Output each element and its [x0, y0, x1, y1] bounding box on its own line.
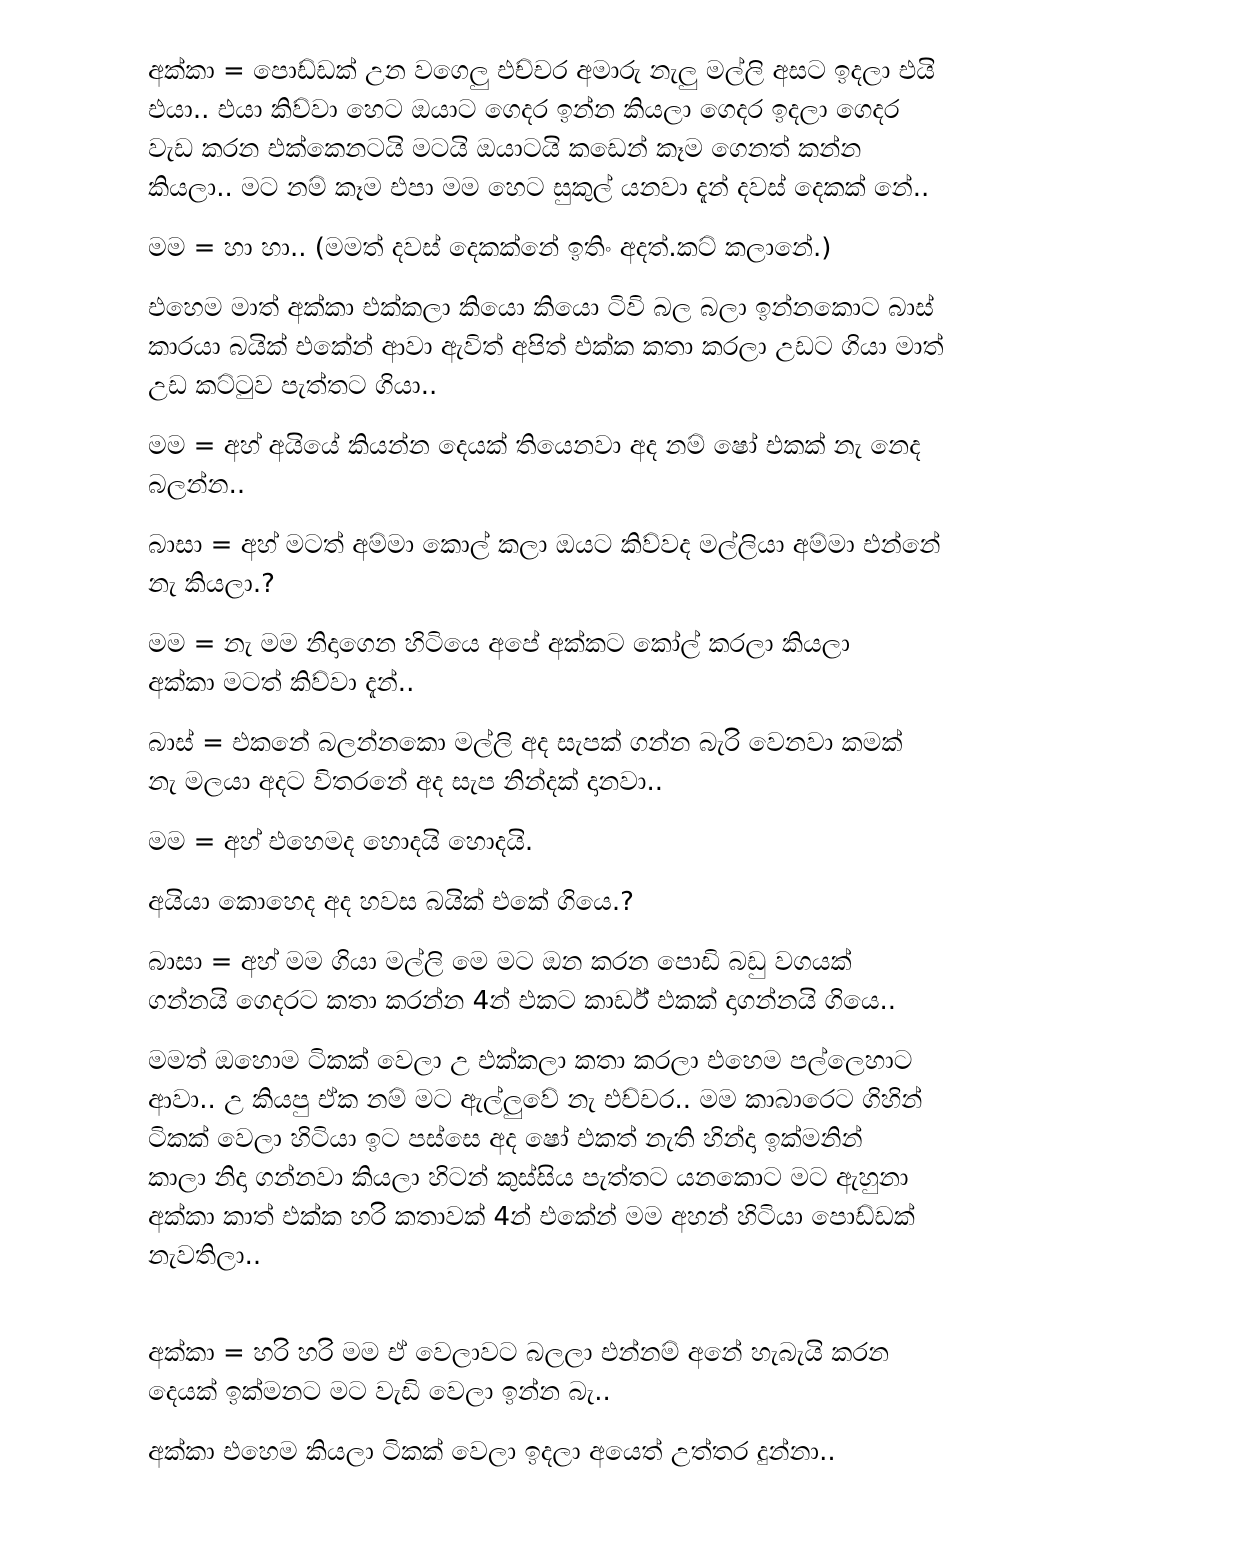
paragraph-13: අක්කා එහෙම කියලා ටිකක් වෙලා ඉදලා අයෙත් උත්තර දුන්නා.. [148, 1437, 836, 1467]
paragraph-7: බාස් = එකනේ බලන්නකො මල්ලි අද සැපක් ගන්න බැරි වෙනවා කමක් නැ මලයා අදට විතරනේ අද සැප නින්දක් දානවා.. [148, 728, 903, 797]
paragraph-9: අයියා කොහෙද අද හවස බයික් එකේ ගියෙ.? [148, 887, 634, 917]
paragraph-11: මමත් ඔහොම ටිකක් වෙලා උ එක්කලා කතා කරලා එහෙම පල්ලෙහාට ආවා.. උ කියපු ඒක නම් මට ඇල්ලුවේ නැ එච්චර.. මම කාබාරෙට ගිහින් ටිකක් වෙලා හිටියා ඉට පස්සෙ අද ෂෝ එකත් නැති හින්දා ඉක්මනින් කාලා නිදා ගන්නවා කියලා හිටන් කුස්සිය පැත්තට යනකොට මට ඇහුනා අක්කා කාත් එක්ක හරි කතාවක් 4න් එකේන් මම අහන් හිටියා පොඩ්ඩක් නැවතිලා.. [148, 1046, 923, 1271]
paragraph-10: බාසා = අහ් මම ගියා මල්ලි මෙ මට ඔන කරන පොඩි බඩු වගයක් ගන්නයි ගෙදරට කතා කරන්න 4න් එකට කාර්ඩ් එකක් දාගන්නයි ගියෙ.. [148, 947, 897, 1016]
paragraph-4: මම = අහ් අයියේ කියන්න දෙයක් තියෙනවා අද නම් ෂෝ එකක් නැ නෙද බලන්න.. [148, 431, 921, 500]
paragraph-1: අක්කා = පොඩ්ඩක් උන වගෙලු එච්චර අමාරු නැලු මල්ලි අසට ඉදලා එයි එයා.. එයා කිව්වා හෙට ඔයාට ගෙදර ඉන්න කියලා ගෙදර ඉදලා ගෙදර වැඩ කරන එක්කෙනටයි මටයි ඔයාටයි කඩෙන් කෑම ගෙනත් කන්න කියලා.. මට නම් කෑම එපා මම හෙට සුකුල් යනවා දැන් දවස් දෙකක් නේ.. [148, 56, 935, 203]
paragraph-2: මම = හා හා.. (මමත් දවස් දෙකක්නේ ඉතිං අදත්.කට් කලානේ.) [148, 233, 832, 263]
paragraph-12: අක්කා = හරි හරි මම ඒ වෙලාවට බලලා එන්නම් අනේ හැබැයි කරන දෙයක් ඉක්මනට මට වැඩි වෙලා ඉන්න බැ.. [148, 1338, 890, 1407]
paragraph-6: මම = නැ මම නිදාගෙන හිටියෙ අපේ අක්කට කෝල් කරලා කියලා අක්කා මටත් කිව්වා දැන්.. [148, 629, 851, 698]
paragraph-8: මම = අහ් එහෙමද හොදයි හොදයි. [148, 827, 534, 857]
paragraph-5: බාසා = අහ් මටත් අම්මා කොල් කලා ඔයට කිව්වද මල්ලියා අම්මා එන්නේ නැ කියලා.? [148, 530, 941, 599]
story-page [148, 52, 1108, 1493]
paragraph-3: එහෙම මාත් අක්කා එක්කලා කියො කියො ටිවි බල බලා ඉන්නකොට බාස් කාරයා බයික් එකේන් ආවා ඇවිත් අපිත් එක්ක කතා කරලා උඩට ගියා මාත් උඩ කට්ටුව පැත්තට ගියා.. [148, 293, 944, 401]
